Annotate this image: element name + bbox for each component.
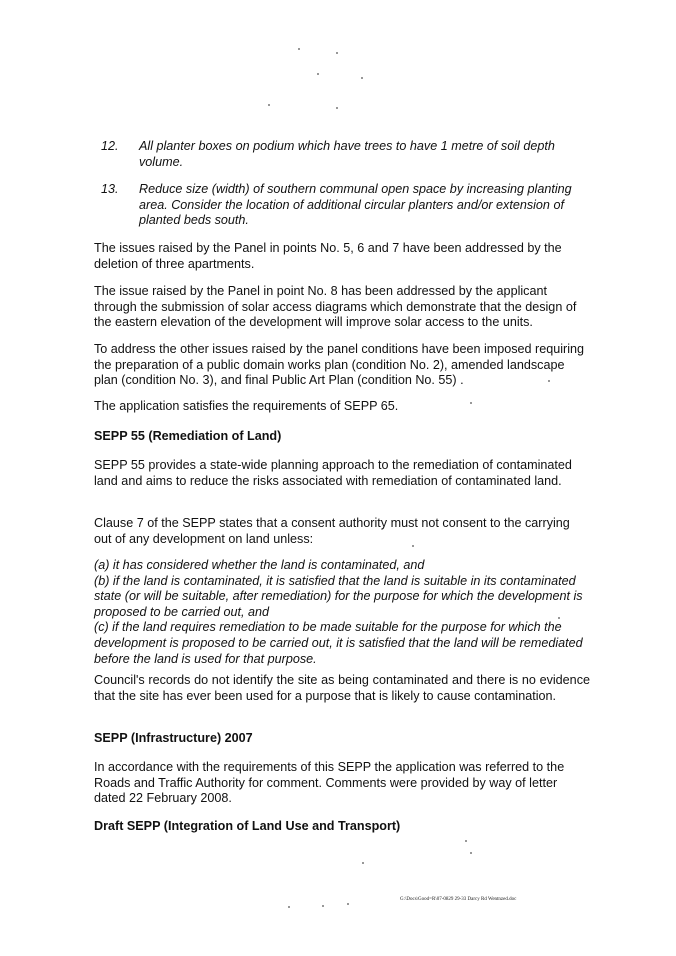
list-text: Reduce size (width) of southern communal open space by increasing planting area. Consider the location of additional circular planters and/or extension of planted beds south.	[139, 182, 572, 228]
list-number: 13.	[101, 182, 119, 196]
paragraph-rta-referral: In accordance with the requirements of this SEPP the application was referred to the Roads and Traffic Authority for comment. Comments were provided by way of letter dated 22 February 2008.	[94, 760, 565, 806]
scan-speck	[470, 402, 472, 404]
list-number: 12.	[101, 139, 119, 153]
scan-speck	[362, 862, 364, 864]
paragraph-clause-7: Clause 7 of the SEPP states that a consent authority must not consent to the carrying out of any development on land unless:	[94, 516, 570, 546]
scan-speck	[288, 906, 290, 908]
paragraph-sepp65-satisfied: The application satisfies the requirements of SEPP 65.	[94, 399, 399, 413]
list-item-13	[101, 182, 591, 230]
scan-speck	[465, 840, 467, 842]
scan-speck	[268, 104, 270, 106]
scan-speck	[558, 617, 560, 619]
scan-speck	[470, 852, 472, 854]
heading-draft-sepp: Draft SEPP (Integration of Land Use and Transport)	[94, 819, 401, 833]
clause-condition-b: (b) if the land is contaminated, it is satisfied that the land is suitable in its contaminated state (or will be suitable, after remediation) for the purpose for which the development is proposed to be carried out, and	[94, 573, 583, 619]
scan-speck	[412, 545, 414, 547]
clause-condition-a: (a) it has considered whether the land is contaminated, and	[94, 558, 425, 572]
scan-speck	[317, 73, 319, 75]
heading-sepp-infrastructure: SEPP (Infrastructure) 2007	[94, 731, 253, 745]
paragraph-panel-points-5-6-7: The issues raised by the Panel in points No. 5, 6 and 7 have been addressed by the deletion of three apartments.	[94, 241, 562, 271]
paragraph-sepp55-intro: SEPP 55 provides a state-wide planning approach to the remediation of contaminated land and aims to reduce the risks associated with remediation of contaminated land.	[94, 458, 572, 488]
scan-speck	[336, 52, 338, 54]
scan-speck	[298, 48, 300, 50]
list-item-12	[101, 139, 591, 171]
list-text: All planter boxes on podium which have trees to have 1 metre of soil depth volume.	[139, 139, 555, 169]
paragraph-council-records: Council's records do not identify the site as being contaminated and there is no evidence that the site has ever been used for a purpose that is likely to cause contamination.	[94, 673, 590, 703]
clause-condition-c: (c) if the land requires remediation to be made suitable for the purpose for which the development is proposed to be carried out, it is satisfied that the land will be remediated before the land is used for that purpose.	[94, 620, 583, 666]
scan-speck	[361, 77, 363, 79]
paragraph-conditions: To address the other issues raised by the panel conditions have been imposed requiring the preparation of a public domain works plan (condition No. 2), amended landscape plan (condition No. 3), and final Public Art Plan (condition No. 55) .	[94, 342, 585, 388]
scan-speck	[548, 380, 550, 382]
scan-speck	[347, 903, 349, 905]
scan-speck	[322, 905, 324, 907]
clause-conditions-list	[94, 558, 590, 667]
footer-file-path: G:\Docs\Good=R\07-0829 29-33 Darcy Rd Wentnzed.doc	[400, 897, 517, 902]
scan-speck	[336, 107, 338, 109]
paragraph-panel-point-8: The issue raised by the Panel in point No. 8 has been addressed by the applicant through the submission of solar access diagrams which demonstrate that the design of the eastern elevation of the development will improve solar access to the units.	[94, 284, 577, 330]
heading-sepp55: SEPP 55 (Remediation of Land)	[94, 429, 282, 443]
